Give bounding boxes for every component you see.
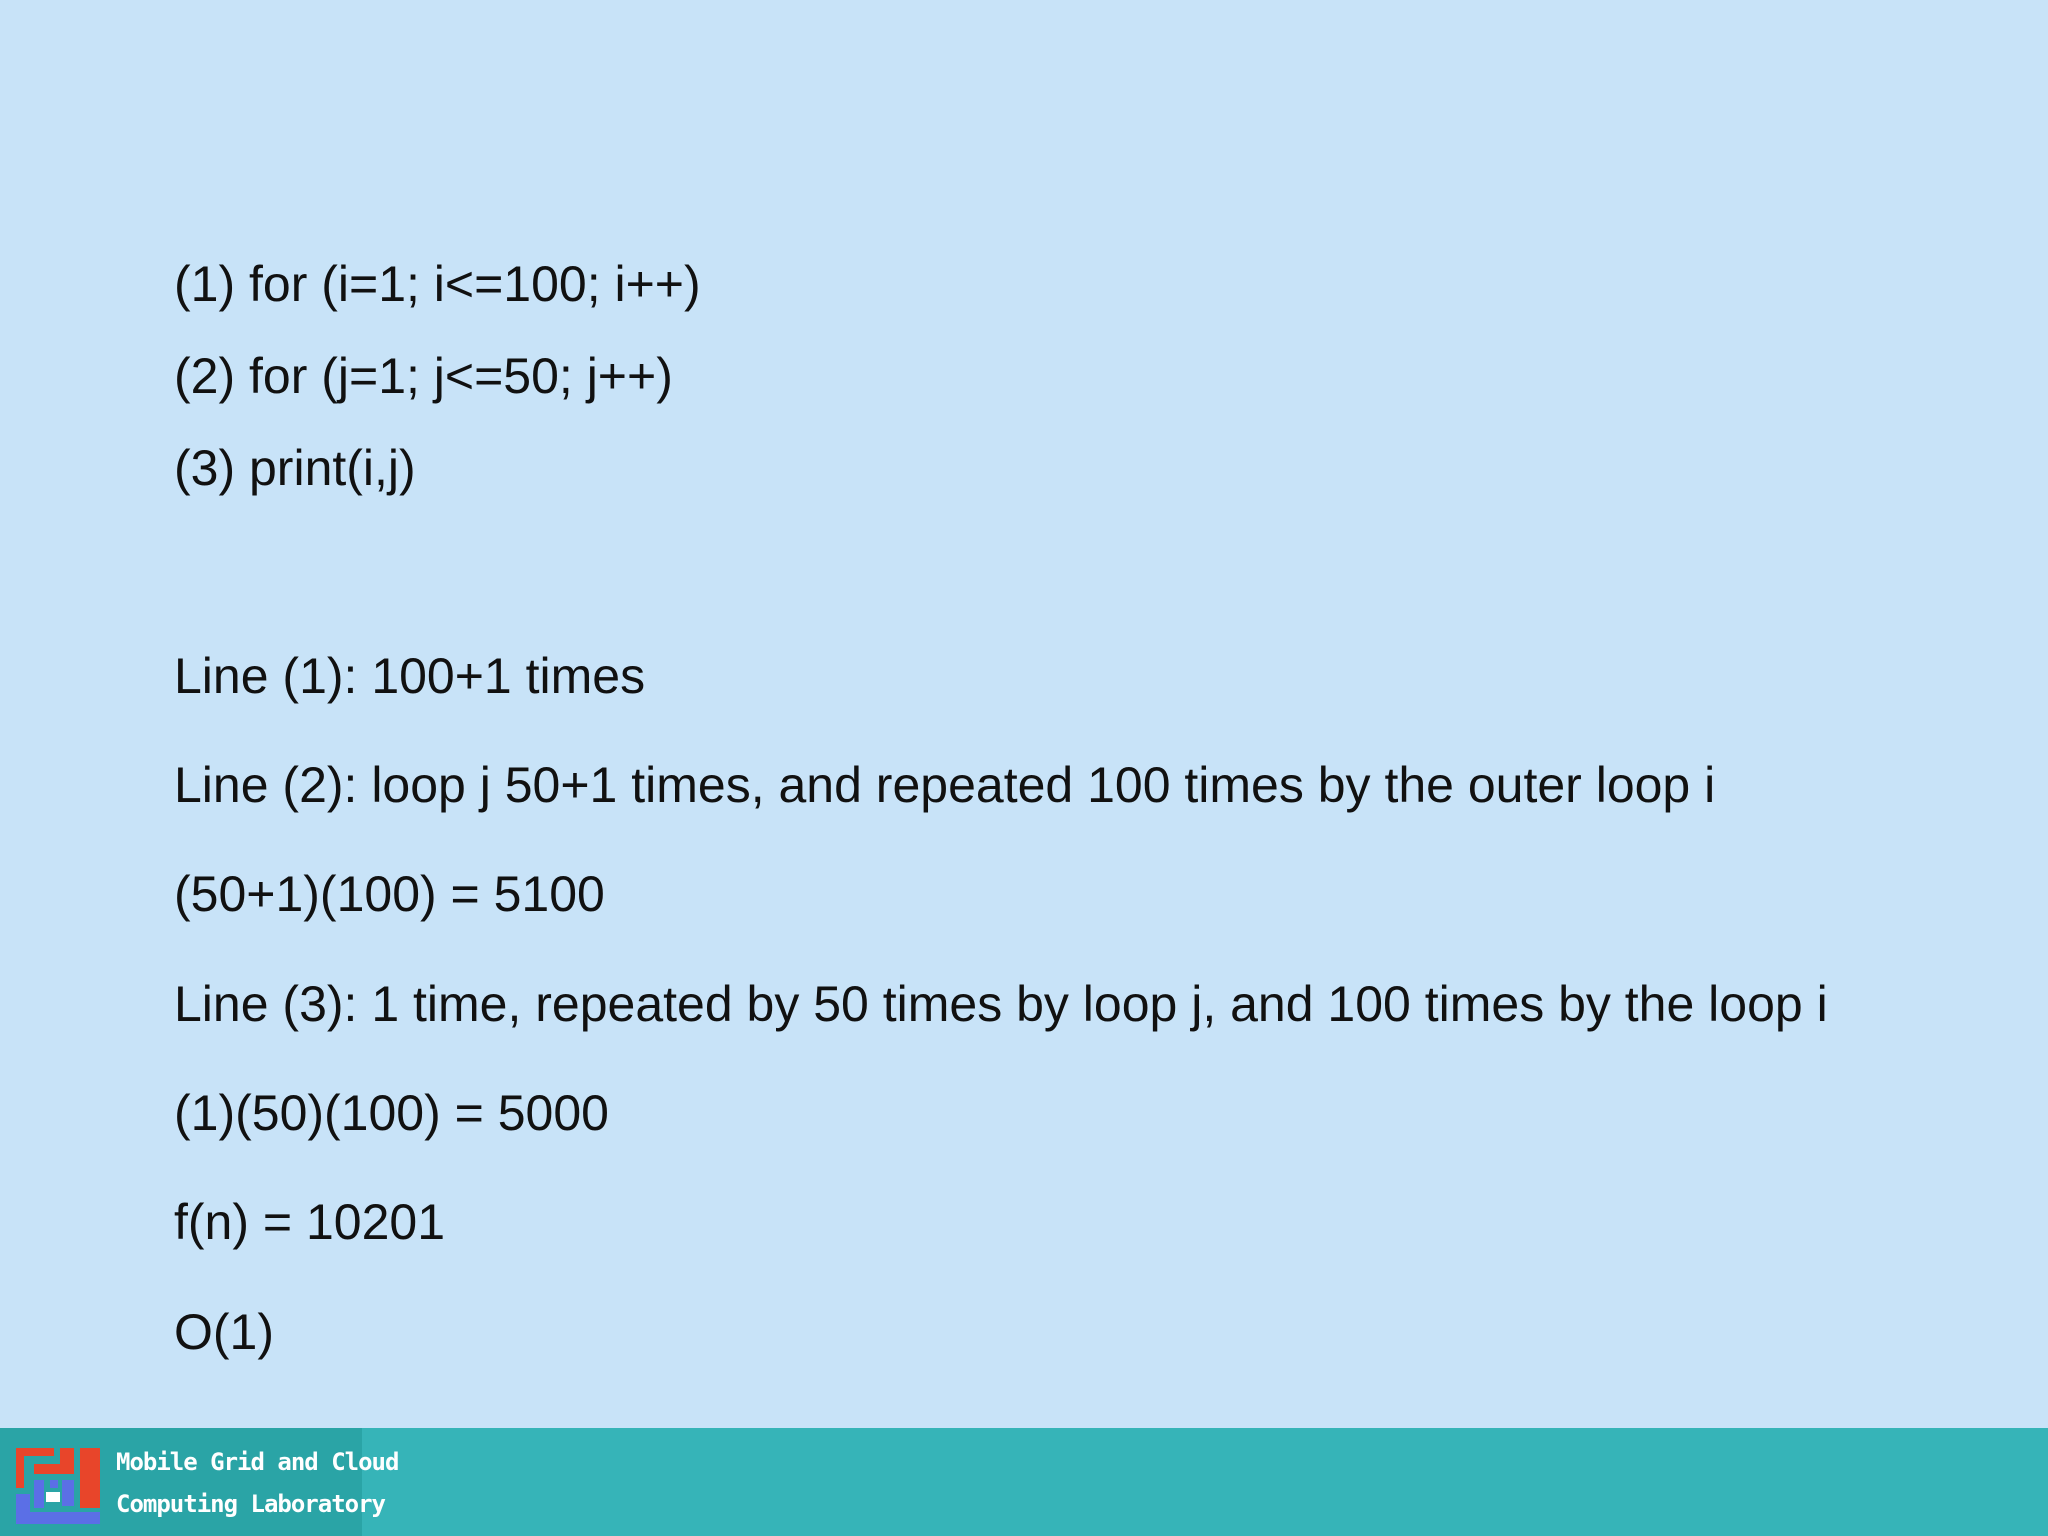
- analysis-line-6: f(n) = 10201: [174, 1194, 446, 1250]
- analysis-line-1: Line (1): 100+1 times: [174, 648, 646, 704]
- analysis-line-7: O(1): [174, 1304, 274, 1360]
- analysis-line-4: Line (3): 1 time, repeated by 50 times by loop j, and 100 times by the loop i: [174, 976, 1828, 1032]
- code-line-1: (1) for (i=1; i<=100; i++): [174, 256, 701, 312]
- analysis-line-2: Line (2): loop j 50+1 times, and repeated 100 times by the outer loop i: [174, 757, 1716, 813]
- lab-name-line2: Computing Laboratory: [116, 1490, 385, 1518]
- code-line-2: (2) for (j=1; j<=50; j++): [174, 348, 673, 404]
- code-line-3: (3) print(i,j): [174, 440, 416, 496]
- analysis-line-5: (1)(50)(100) = 5000: [174, 1085, 609, 1141]
- lab-name-line1: Mobile Grid and Cloud: [116, 1448, 399, 1476]
- analysis-line-3: (50+1)(100) = 5100: [174, 866, 605, 922]
- lab-logo: [0, 1428, 399, 1536]
- lab-logo-icon: [14, 1446, 104, 1526]
- footer-bar: [0, 1428, 2048, 1536]
